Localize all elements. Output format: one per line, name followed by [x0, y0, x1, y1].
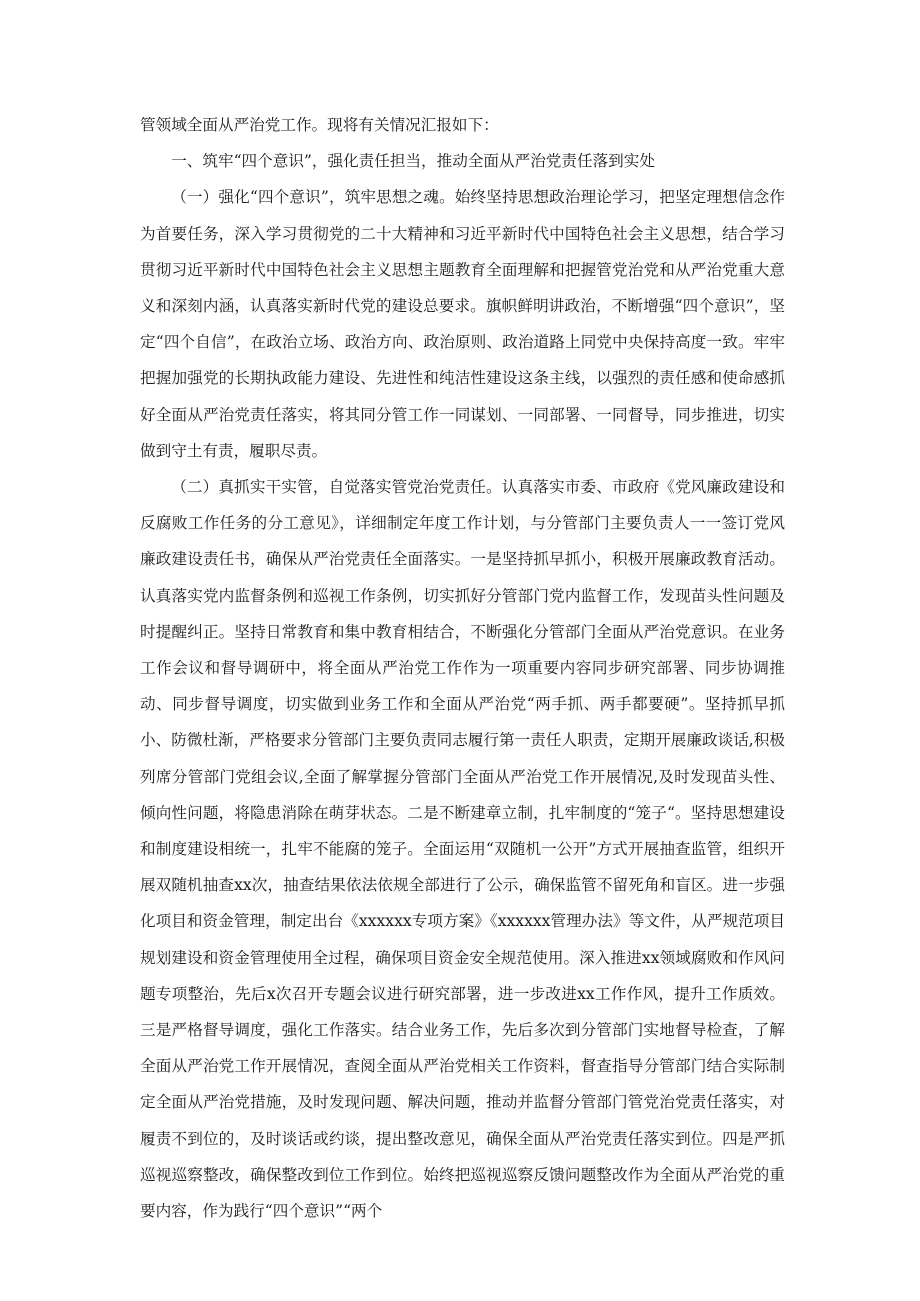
- intro-continuation-paragraph: 管领域全面从严治党工作。现将有关情况汇报如下：: [140, 116, 499, 134]
- section-heading-1: 一、筑牢“四个意识”，强化责任担当，推动全面从严治党责任落到实处: [171, 152, 655, 171]
- subsection-paragraph-1: （一）强化“四个意识”，筑牢思想之魂。始终坚持思想政治理论学习，把坚定理想信念作为首要任务，深入学习贯彻党的二十大精神和习近平新时代中国特色社会主义思想，结合学习贯彻习近平新时代中国特色社会主义思想主题教育全面理解和把握管党治党和从严治党重大意义和深刻内涵，认真落实新时代党的建设总要求。旗帜鲜明讲政治，不断增强“四个意识”，坚定“四个自信”，在政治立场、政治方向、政治原则、政治道路上同党中央保持高度一致。牢牢把握加强党的长期执政能力建设、先进性和纯洁性建设这条主线，以强烈的责任感和使命感抓好全面从严治党责任落实，将其同分管工作一同谋划、一同部署、一同督导，同步推进，切实做到守土有责，履职尽责。: [140, 188, 785, 460]
- subsection-paragraph-2: （二）真抓实干实管，自觉落实管党治党责任。认真落实市委、市政府《党风廉政建设和反腐败工作任务的分工意见》，详细制定年度工作计划，与分管部门主要负责人一一签订党风廉政建设责任书，确保从严治党责任全面落实。一是坚持抓早抓小，积极开展廉政教育活动。认真落实党内监督条例和巡视工作条例，切实抓好分管部门党内监督工作，发现苗头性问题及时提醒纠正。坚持日常教育和集中教育相结合，不断强化分管部门全面从严治党意识。在业务工作会议和督导调研中，将全面从严治党工作作为一项重要内容同步研究部署、同步协调推动、同步督导调度，切实做到业务工作和全面从严治党“两手抓、两手都要硬”。坚持抓早抓小、防微杜渐，严格要求分管部门主要负责同志履行第一责任人职责，定期开展廉政谈话,积极列席分管部门党组会议,全面了解掌握分管部门全面从严治党工作开展情况,及时发现苗头性、倾向性问题，将隐患消除在萌芽状态。二是不断建章立制，扎牢制度的“笼子“。坚持思想建设和制度建设相统一，扎牢不能腐的笼子。全面运用“双随机一公开”方式开展抽查监管，组织开展双随机抽查xx次，抽查结果依法依规全部进行了公示，确保监管不留死角和盲区。进一步强化项目和资金管理，制定出台《xxxxxx专项方案》《xxxxxx管理办法》等文件，从严规范项目规划建设和资金管理使用全过程，确保项目资金安全规范使用。深入推进xx领域腐败和作风问题专项整治，先后x次召开专题会议进行研究部署，进一步改进xx工作作风，提升工作质效。三是严格督导调度，强化工作落实。结合业务工作，先后多次到分管部门实地督导检查，了解全面从严治党工作开展情况，查阅全面从严治党相关工作资料，督查指导分管部门结合实际制定全面从严治党措施，及时发现问题、解决问题，推动并监督分管部门管党治党责任落实，对履责不到位的，及时谈话或约谈，提出整改意见，确保全面从严治党责任落实到位。四是严抓巡视巡察整改，确保整改到位工作到位。始终把巡视巡察反馈问题整改作为全面从严治党的重要内容，作为践行“四个意识”“两个: [140, 478, 785, 1221]
- document-body: [140, 107, 785, 1229]
